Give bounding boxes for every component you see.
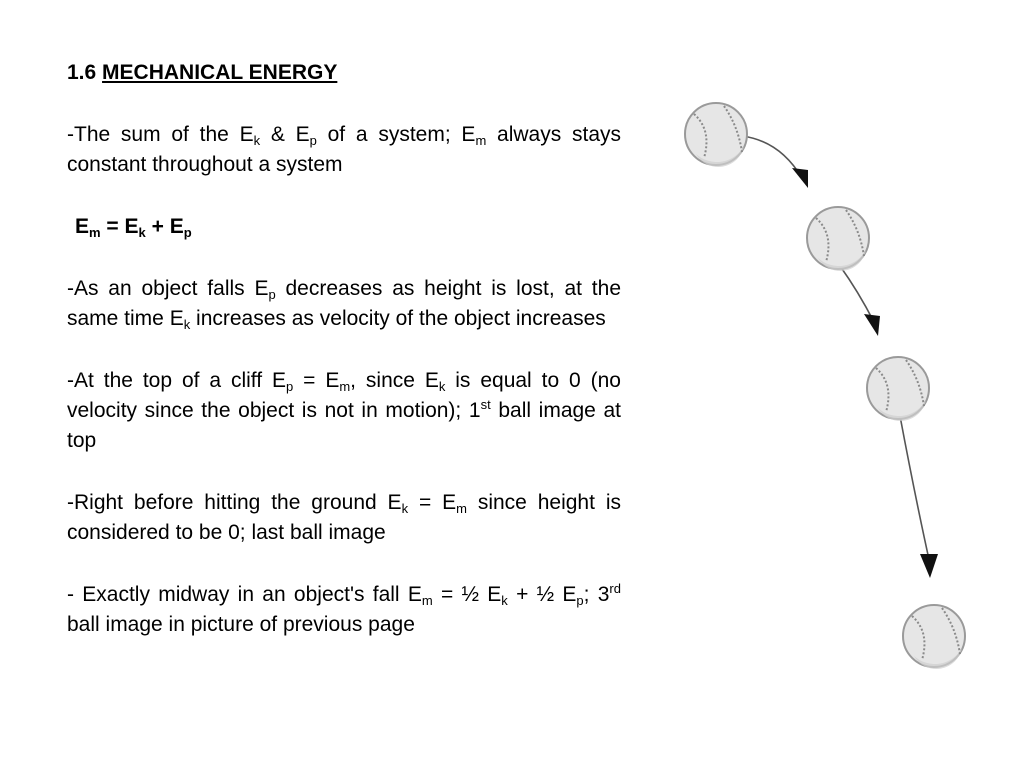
arrowhead-3 <box>920 554 938 578</box>
paragraph-falling-object: -As an object falls $E_p$ decreases as height is lost, at the same time $E_k$ increases as velocity of the object increases <box>67 277 621 332</box>
paragraph-midway: - Exactly midway in an object's fall $E_m$ = ½ $E_k$ + ½ $E_p$; 3rd ball image in picture of previous page <box>67 581 621 636</box>
section-title: MECHANICAL ENERGY <box>102 61 338 84</box>
paragraph-top-of-cliff: -At the top of a cliff $E_p = E_m$, since $E_k$ is equal to 0 (no velocity since the object is not in motion); 1st ball image at top <box>67 369 621 452</box>
trajectory-arrow-2 <box>840 266 874 322</box>
baseball-2 <box>807 207 869 271</box>
trajectory-arrow-3 <box>900 416 930 564</box>
section-number: 1.6 <box>67 61 97 84</box>
arrowhead-2 <box>864 314 880 336</box>
baseball-3 <box>867 357 929 421</box>
baseball-4 <box>903 605 965 669</box>
baseball-1 <box>685 103 747 167</box>
section-heading <box>67 58 621 88</box>
slide-text <box>67 58 621 640</box>
energy-formula: $E_m = E_k + E_p$ <box>75 215 192 240</box>
arrowhead-1 <box>792 168 808 188</box>
paragraph-sum-definition: -The sum of the $E_k$ & $E_p$ of a system; $E_m$ always stays constant throughout a system <box>67 123 621 176</box>
falling-ball-figure <box>680 96 980 671</box>
trajectory-arrow-1 <box>742 136 802 178</box>
paragraph-before-ground: -Right before hitting the ground $E_k = E_m$ since height is considered to be 0; last ball image <box>67 491 621 544</box>
